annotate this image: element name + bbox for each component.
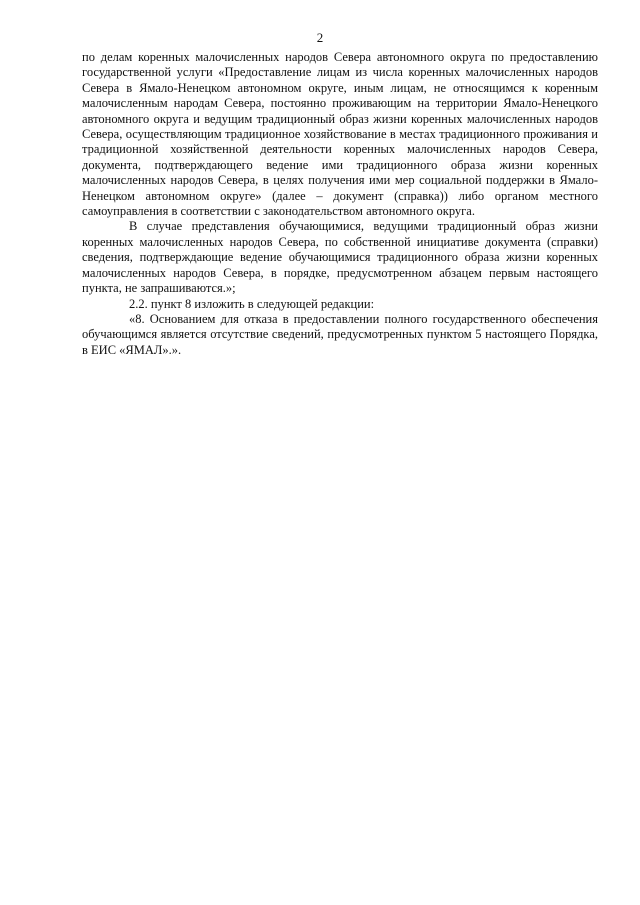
document-body xyxy=(82,50,598,358)
paragraph-point-8: «8. Основанием для отказа в предоставлении полного государственного обеспечения обучающимся является отсутствие сведений, предусмотренных пунктом 5 настоящего Порядка, в ЕИС «ЯМАЛ».». xyxy=(82,311,598,357)
paragraph-continuation: по делам коренных малочисленных народов Севера автономного округа по предоставлению государственной услуги «Предоставление лицам из числа коренных малочисленных народов Севера в Ямало-Ненецком автономном округе, иным лицам, не относящимся к коренным малочисленным народам Севера, постоянно проживающим на территории Ямало-Ненецкого автономного округа и ведущим традиционный образ жизни коренных малочисленных народов Севера, осуществляющим традиционное хозяйствование в местах традиционного проживания и традиционной хозяйственной деятельности коренных малочисленных народов Севера, документа, подтверждающего ведение ими традиционного образа жизни коренных малочисленных народов Севера, в целях получения ими мер социальной поддержки в Ямало-Ненецком автономном округе» (далее – документ (справка)) либо органом местного самоуправления в соответствии с законодательством автономного округа. xyxy=(82,50,598,219)
paragraph-initiative: В случае представления обучающимися, ведущими традиционный образ жизни коренных малочисленных народов Севера, по собственной инициативе документа (справки) сведения, подтверждающие ведение обучающимися традиционного образа жизни коренных малочисленных народов Севера, в порядке, предусмотренном абзацем первым настоящего пункта, не запрашиваются.»; xyxy=(82,219,598,296)
page-number: 2 xyxy=(316,30,324,45)
paragraph-amendment-heading: 2.2. пункт 8 изложить в следующей редакции: xyxy=(129,296,375,311)
